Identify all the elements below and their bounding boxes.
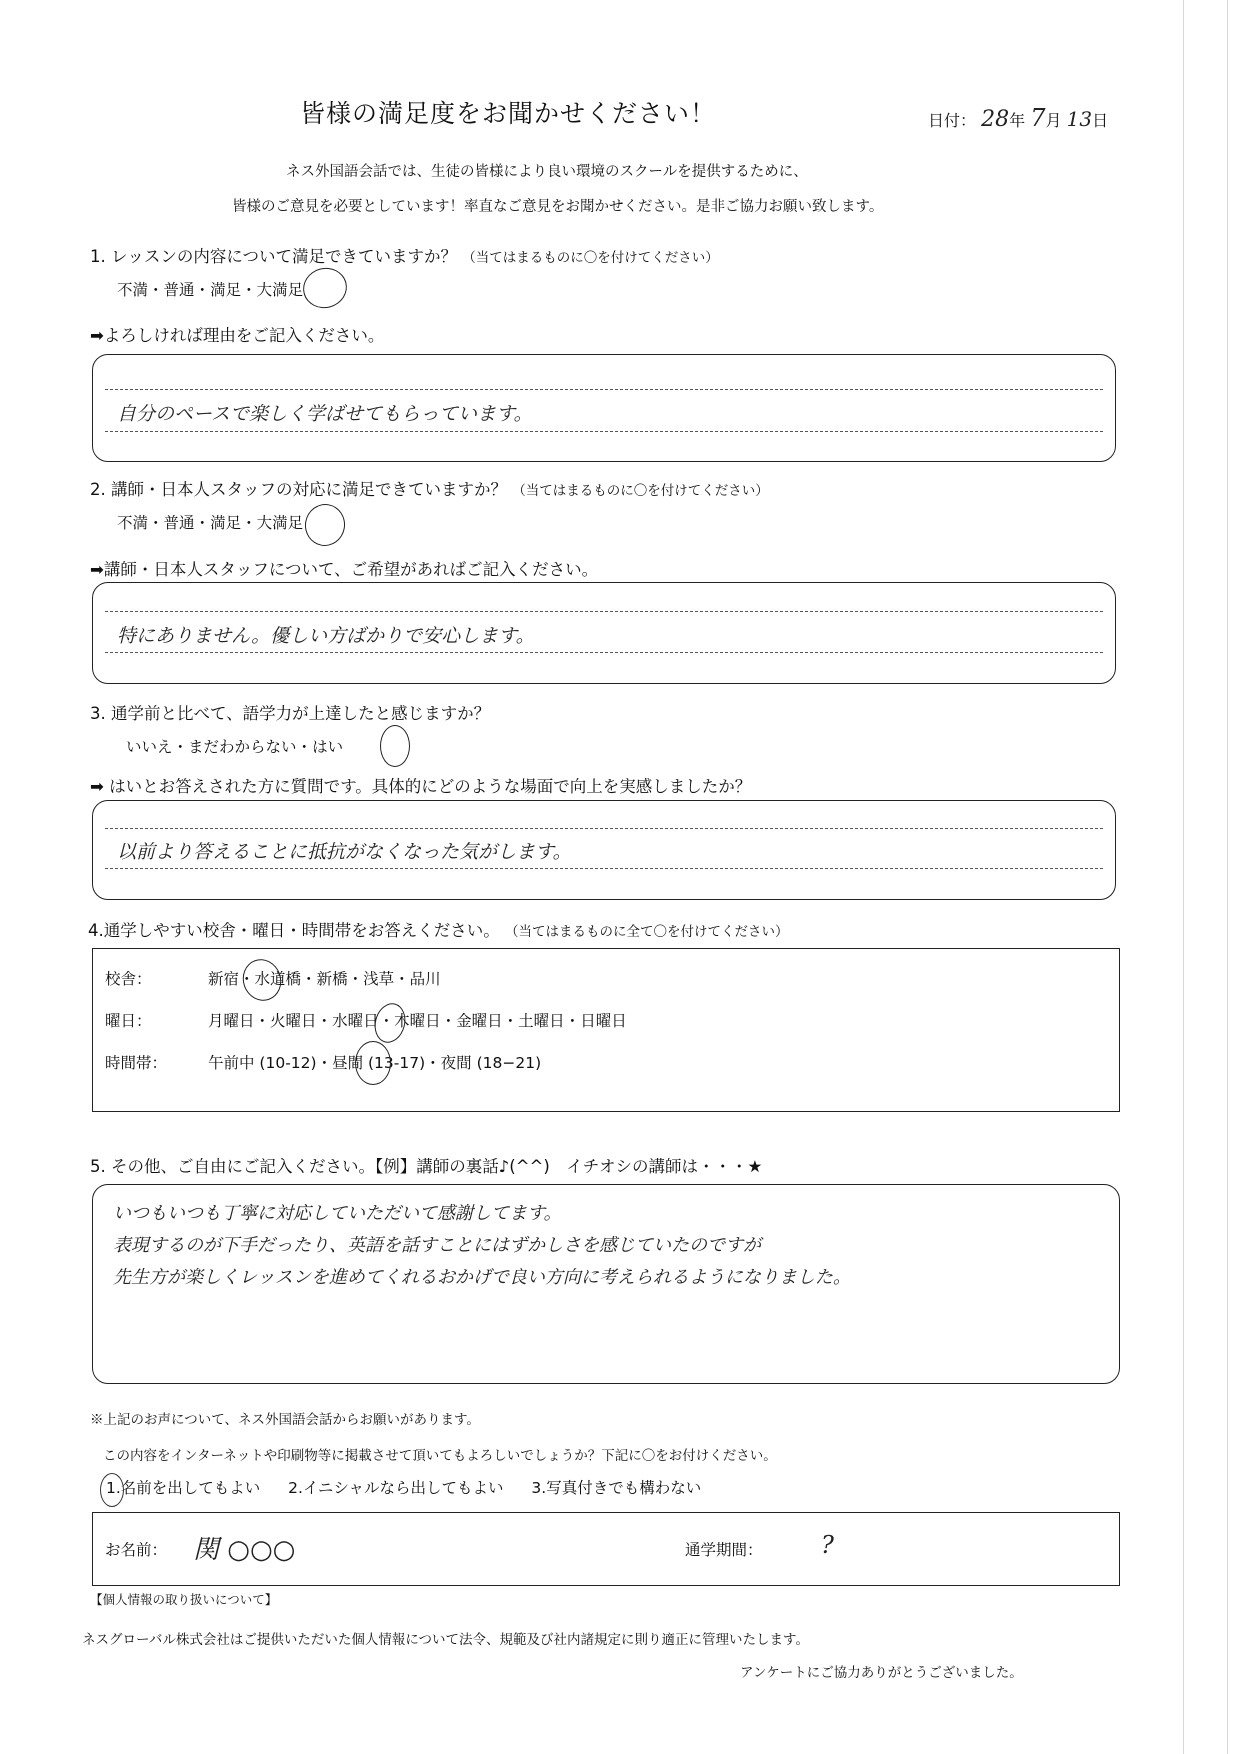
- q4-day-options: [208, 1009, 627, 1031]
- separator: ・: [241, 281, 257, 299]
- q2-answer-box[interactable]: [92, 582, 1116, 684]
- q5-answer-line: 先生方が楽しくレッスンを進めてくれるおかげで良い方向に考えられるようになりました。: [113, 1267, 851, 1288]
- day-option[interactable]: 金曜日: [456, 1012, 503, 1030]
- page-title: 皆様の満足度をお聞かせください！: [300, 99, 717, 128]
- q1-note: （当てはまるものに〇を付けてください）: [462, 250, 719, 266]
- guide-line: [105, 828, 1103, 829]
- period-value[interactable]: ?: [821, 1531, 834, 1559]
- guide-line: [105, 611, 1103, 612]
- q5-question: 5. その他、ご自由にご記入ください。【例】講師の裏話♪(^^) イチオシの講師は・・・★: [90, 1157, 763, 1176]
- time-option[interactable]: 午前中 (10-12): [208, 1054, 317, 1072]
- thanks-text: アンケートにご協力ありがとうございました。: [740, 1665, 1023, 1681]
- separator: ・: [316, 1012, 333, 1030]
- q1-answer-box[interactable]: [92, 354, 1116, 462]
- q1-options: [117, 278, 303, 300]
- date-day: 13: [1066, 107, 1093, 131]
- q2-question-text: 2. 講師・日本人スタッフの対応に満足できていますか？: [90, 480, 507, 499]
- separator: ・: [194, 514, 211, 532]
- q1-option[interactable]: 満足: [210, 281, 242, 299]
- scan-edge-line: [1183, 0, 1184, 1754]
- date-field: [928, 104, 1108, 132]
- separator: ・: [440, 1012, 457, 1030]
- day-selection-circle: [370, 1000, 409, 1046]
- period-label: 通学期間：: [685, 1541, 763, 1559]
- consent-question: この内容をインターネットや印刷物等に掲載させて頂いてもよろしいでしょうか？下記に〇をお付けください。: [103, 1448, 777, 1464]
- q2-option[interactable]: 満足: [210, 514, 242, 532]
- separator: ・: [316, 1054, 333, 1072]
- q3-option[interactable]: いいえ: [126, 738, 173, 756]
- consent-notice: ※上記のお声について、ネス外国語会話からお願いがあります。: [90, 1412, 480, 1428]
- q1-question-text: 1. レッスンの内容について満足できていますか？: [90, 247, 457, 266]
- q4-options-box: [92, 948, 1120, 1112]
- separator: ・: [254, 1012, 271, 1030]
- separator: ・: [378, 1012, 395, 1030]
- q4-day-label: 曜日：: [105, 1012, 152, 1030]
- separator: ・: [564, 1012, 581, 1030]
- q1-selection-circle: [299, 263, 352, 313]
- day-option[interactable]: 土曜日: [518, 1012, 565, 1030]
- name-value[interactable]: 関 ○○○: [193, 1535, 296, 1565]
- day-option[interactable]: 月曜日: [208, 1012, 255, 1030]
- consent-options: [106, 1476, 701, 1498]
- q2-options: [117, 511, 303, 533]
- q3-option[interactable]: まだわからない: [188, 738, 297, 756]
- guide-line: [105, 868, 1103, 869]
- time-option-selected[interactable]: 昼間 (13-17): [332, 1054, 426, 1072]
- consent-option[interactable]: 3.写真付きでも構わない: [531, 1479, 702, 1497]
- date-month-unit: 月: [1045, 111, 1062, 130]
- q3-answer: 以前より答えることに抵抗がなくなった気がします。: [117, 841, 572, 863]
- day-option[interactable]: 火曜日: [270, 1012, 317, 1030]
- separator: ・: [239, 970, 255, 988]
- profile-box: [92, 1512, 1120, 1586]
- q3-question: 3. 通学前と比べて、語学力が上達したと感じますか？: [90, 704, 491, 723]
- privacy-heading: 【個人情報の取り扱いについて】: [90, 1592, 278, 1607]
- q3-answer-box[interactable]: [92, 800, 1116, 900]
- consent-option[interactable]: 2.イニシャルなら出してもよい: [288, 1479, 504, 1497]
- q3-selection-circle: [380, 725, 410, 767]
- q2-option[interactable]: 不満: [117, 514, 149, 532]
- separator: ・: [296, 738, 313, 756]
- separator: ・: [194, 281, 211, 299]
- date-day-unit: 日: [1092, 111, 1109, 130]
- privacy-text: ネスグローバル株式会社はご提供いただいた個人情報について法令、規範及び社内諸規定に則り適正に管理いたします。: [82, 1632, 809, 1648]
- name-label: お名前：: [105, 1541, 168, 1559]
- day-option-selected[interactable]: 水曜日: [332, 1012, 379, 1030]
- q2-option-selected[interactable]: 大満足: [256, 514, 304, 532]
- q2-question: [90, 476, 769, 500]
- separator: ・: [425, 1054, 441, 1072]
- q1-option-selected[interactable]: 大満足: [256, 281, 304, 299]
- intro-line-2: 皆様のご意見を必要としています！率直なご意見をお聞かせください。是非ご協力お願い致します。: [232, 199, 884, 215]
- separator: ・: [241, 514, 257, 532]
- q5-answer-line: いつもいつも丁寧に対応していただいて感謝してます。: [113, 1203, 562, 1224]
- q2-option[interactable]: 普通: [163, 514, 195, 532]
- q4-note: （当てはまるものに全て〇を付けてください）: [505, 924, 789, 940]
- q5-answer-box[interactable]: [92, 1184, 1120, 1384]
- q2-note: （当てはまるものに〇を付けてください）: [512, 483, 769, 499]
- date-year: 28: [981, 107, 1010, 132]
- q3-options: [126, 735, 343, 757]
- time-selection-circle: [355, 1041, 391, 1085]
- q1-followup: ➡よろしければ理由をご記入ください。: [90, 326, 385, 345]
- campus-option[interactable]: 品川: [409, 970, 441, 988]
- campus-selection-circle: [237, 954, 287, 1006]
- q4-campus-label: 校舎：: [105, 970, 152, 988]
- q3-followup: ➡ はいとお答えされた方に質問です。具体的にどのような場面で向上を実感しましたか？: [90, 777, 752, 796]
- q5-answer-line: 表現するのが下手だったり、英語を話すことにはずかしさを感じていたのですが: [113, 1235, 761, 1256]
- campus-option[interactable]: 新宿: [208, 970, 240, 988]
- q4-question: [88, 917, 789, 941]
- q4-question-text: 4.通学しやすい校舎・曜日・時間帯をお答えください。: [88, 921, 500, 940]
- q2-followup: ➡講師・日本人スタッフについて、ご希望があればご記入ください。: [90, 560, 599, 579]
- q4-time-label: 時間帯：: [105, 1054, 168, 1072]
- guide-line: [105, 431, 1103, 432]
- date-year-unit: 年: [1009, 111, 1026, 130]
- separator: ・: [347, 970, 364, 988]
- consent-selection-circle: [100, 1473, 124, 1507]
- separator: ・: [148, 514, 164, 532]
- q1-question: [90, 243, 719, 267]
- q2-answer: 特にありません。優しい方ばかりで安心します。: [117, 625, 535, 647]
- date-month: 7: [1030, 104, 1046, 132]
- scan-edge-line: [1227, 0, 1228, 1754]
- day-option[interactable]: 木曜日: [394, 1012, 441, 1030]
- separator: ・: [394, 970, 410, 988]
- q1-answer: 自分のペースで楽しく学ばせてもらっています。: [117, 403, 533, 425]
- campus-option-selected[interactable]: 水道橋: [254, 970, 302, 988]
- time-option[interactable]: 夜間 (18−21): [440, 1054, 542, 1072]
- separator: ・: [502, 1012, 519, 1030]
- day-option[interactable]: 日曜日: [580, 1012, 627, 1030]
- campus-option[interactable]: 浅草: [363, 970, 395, 988]
- q1-option[interactable]: 不満: [117, 281, 149, 299]
- q2-selection-circle: [302, 501, 349, 549]
- guide-line: [105, 389, 1103, 390]
- guide-line: [105, 652, 1103, 653]
- campus-option[interactable]: 新橋: [316, 970, 348, 988]
- separator: ・: [301, 970, 317, 988]
- q1-option[interactable]: 普通: [163, 281, 195, 299]
- consent-option-selected[interactable]: 1.名前を出してもよい: [106, 1479, 261, 1497]
- separator: ・: [148, 281, 164, 299]
- date-label: 日付：: [928, 111, 977, 130]
- q3-option-selected[interactable]: はい: [312, 738, 344, 756]
- separator: ・: [172, 738, 189, 756]
- intro-line-1: ネス外国語会話では、生徒の皆様により良い環境のスクールを提供するために、: [286, 164, 808, 180]
